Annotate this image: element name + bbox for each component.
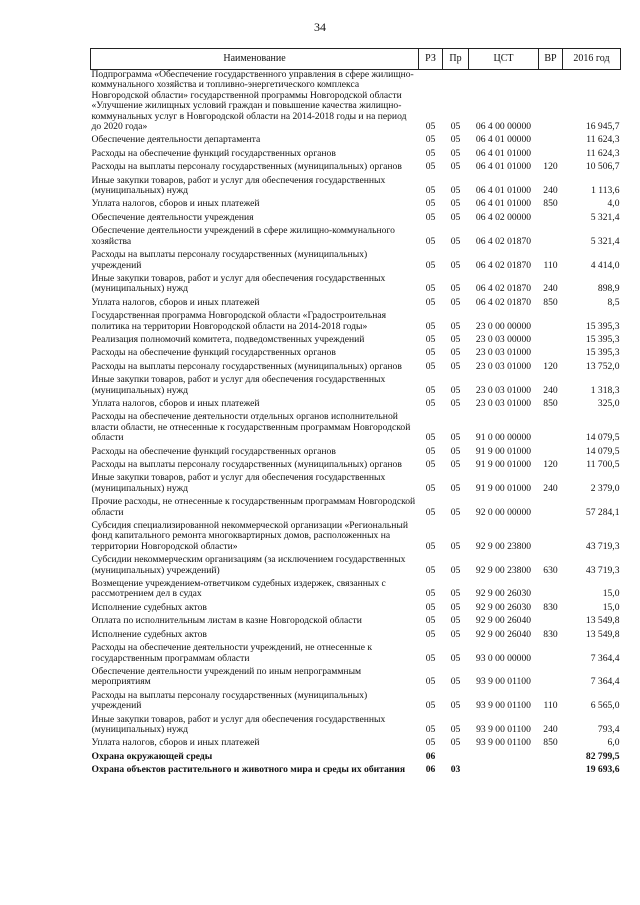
row-name: Уплата налогов, сборов и иных платежей — [91, 296, 260, 308]
row-pr: 05 — [450, 601, 461, 613]
row-rz: 05 — [425, 588, 436, 600]
row-amount: 6 565,0 — [590, 700, 620, 712]
table-row — [91, 447, 621, 460]
row-name: Обеспечение деятельности учреждений в сфере жилищно-коммунального хозяйства — [91, 225, 395, 247]
row-pr: 05 — [450, 615, 461, 627]
table-row — [91, 497, 621, 521]
row-pr: 05 — [450, 459, 461, 470]
row-rz: 05 — [425, 333, 436, 345]
table-row — [91, 348, 621, 361]
row-cst: 23 0 03 01000 — [475, 360, 532, 372]
header-year: 2016 год — [563, 49, 621, 70]
row-pr: 05 — [450, 333, 461, 345]
row-rz: 05 — [425, 283, 436, 295]
row-name: Субсидия специализированной некоммерческой организации «Региональный фонд капитального ремонта многоквартирных домов, расположенных на территории Новгородской области» — [91, 520, 408, 552]
row-cst: 23 0 03 00000 — [475, 333, 532, 345]
row-rz: 05 — [425, 320, 436, 332]
row-name: Обеспечение деятельности учреждений по иным непрограммным мероприятиям — [91, 665, 362, 688]
header-cst: ЦСТ — [469, 49, 539, 70]
row-cst: 23 0 03 01000 — [475, 397, 532, 409]
table-row — [91, 555, 621, 579]
table-row — [91, 362, 621, 375]
row-cst: 23 0 03 01000 — [475, 384, 532, 396]
row-rz: 05 — [425, 432, 436, 444]
header-rz: РЗ — [419, 49, 443, 70]
row-amount: 5 321,4 — [590, 235, 620, 247]
row-cst: 06 4 01 01000 — [475, 185, 532, 197]
row-pr: 05 — [450, 652, 461, 664]
row-pr: 05 — [450, 296, 461, 308]
row-name: Расходы на обеспечение функций государственных органов — [91, 445, 336, 457]
row-pr: 05 — [450, 235, 461, 247]
row-rz: 05 — [425, 235, 436, 247]
row-cst: 93 9 00 01100 — [476, 723, 531, 735]
row-pr: 05 — [450, 700, 461, 712]
row-cst: 92 9 00 26040 — [475, 628, 532, 640]
row-vr — [539, 497, 563, 521]
row-rz: 05 — [425, 564, 436, 576]
row-vr: 630 — [543, 564, 558, 576]
row-cst: 92 9 00 23800 — [475, 564, 532, 576]
row-cst — [469, 752, 539, 765]
row-amount: 57 284,1 — [585, 506, 620, 518]
row-name: Уплата налогов, сборов и иных платежей — [91, 198, 260, 210]
row-name: Расходы на выплаты персоналу государственных (муниципальных) учреждений — [91, 249, 368, 271]
row-name: Обеспечение деятельности учреждения — [91, 211, 254, 223]
row-rz: 05 — [425, 347, 436, 359]
header-name: Наименование — [91, 49, 419, 70]
table-row — [91, 213, 621, 226]
row-rz: 05 — [425, 360, 436, 372]
row-amount: 4,0 — [607, 198, 620, 210]
row-name: Расходы на выплаты персоналу государственных (муниципальных) органов — [91, 459, 402, 470]
row-rz: 05 — [425, 723, 436, 735]
table-row — [91, 335, 621, 348]
row-rz: 05 — [425, 652, 436, 664]
row-amount: 13 549,8 — [585, 628, 620, 640]
row-vr — [539, 135, 563, 148]
table-header-row — [91, 49, 621, 70]
row-amount: 15,0 — [602, 588, 620, 600]
row-vr — [539, 765, 563, 778]
table-row — [91, 311, 621, 335]
row-pr: 05 — [450, 185, 461, 197]
budget-table — [90, 48, 621, 779]
row-name: Уплата налогов, сборов и иных платежей — [91, 397, 260, 409]
table-row — [91, 473, 621, 497]
row-vr: 120 — [543, 161, 558, 173]
row-name: Расходы на обеспечение функций государственных органов — [91, 347, 336, 359]
row-cst: 23 0 00 00000 — [475, 320, 532, 332]
row-name: Расходы на выплаты персоналу государственных (муниципальных) органов — [91, 161, 402, 173]
row-vr — [539, 752, 563, 765]
row-vr — [539, 311, 563, 335]
row-rz: 05 — [425, 482, 436, 494]
row-rz: 05 — [425, 615, 436, 627]
row-pr: 05 — [450, 121, 461, 133]
row-cst: 06 4 01 01000 — [475, 198, 532, 210]
row-rz: 05 — [425, 147, 436, 159]
table-row — [91, 149, 621, 162]
row-vr: 240 — [543, 482, 558, 494]
table-row — [91, 630, 621, 643]
row-vr: 850 — [543, 737, 558, 749]
row-cst: 06 4 01 01000 — [475, 147, 532, 159]
row-amount: 1 113,6 — [591, 185, 620, 197]
row-name: Исполнение судебных актов — [91, 601, 207, 613]
row-pr: 05 — [450, 676, 461, 688]
row-name: Расходы на обеспечение деятельности отдельных органов исполнительной власти области, не отнесенные к государственным программам Новгородской области — [91, 411, 411, 444]
table-row — [91, 667, 621, 691]
row-rz: 05 — [425, 676, 436, 688]
row-amount: 15 395,3 — [585, 333, 620, 345]
row-name: Оплата по исполнительным листам в казне Новгородской области — [91, 615, 362, 627]
row-rz: 05 — [425, 506, 436, 518]
row-name: Государственная программа Новгородской области «Градостроительная политика на территории Новгородской области на 2014-2018 годы» — [91, 310, 387, 332]
row-pr: 05 — [450, 198, 461, 210]
row-vr — [539, 412, 563, 446]
row-vr — [539, 348, 563, 361]
row-rz: 05 — [425, 397, 436, 409]
table-row — [91, 603, 621, 616]
row-amount: 11 624,3 — [586, 147, 620, 159]
row-name: Возмещение учреждением-ответчиком судебных издержек, связанных с рассмотрением дел в судах — [91, 578, 386, 600]
row-rz: 05 — [425, 700, 436, 712]
row-name: Иные закупки товаров, работ и услуг для обеспечения государственных (муниципальных) нужд — [91, 374, 386, 396]
table-row — [91, 579, 621, 603]
row-amount: 82 799,5 — [585, 750, 620, 762]
row-pr: 05 — [450, 482, 461, 494]
row-rz: 05 — [425, 211, 436, 223]
row-vr — [539, 447, 563, 460]
row-rz: 05 — [425, 185, 436, 197]
row-pr: 05 — [450, 737, 461, 749]
row-amount: 43 719,3 — [585, 564, 620, 576]
table-row — [91, 715, 621, 739]
row-vr — [539, 226, 563, 250]
table-row — [91, 399, 621, 412]
row-name: Субсидии некоммерческим организациям (за исключением государственных (муниципальных) учреждений) — [91, 554, 406, 576]
row-pr: 05 — [450, 506, 461, 518]
row-cst: 06 4 02 00000 — [475, 211, 532, 223]
row-cst: 23 0 03 01000 — [475, 347, 532, 359]
row-pr: 05 — [450, 432, 461, 444]
row-amount: 2 379,0 — [590, 482, 620, 494]
row-pr: 05 — [450, 147, 461, 159]
row-amount: 19 693,6 — [585, 764, 620, 776]
row-rz: 05 — [425, 259, 436, 271]
row-name: Иные закупки товаров, работ и услуг для обеспечения государственных (муниципальных) нужд — [91, 472, 386, 494]
row-rz: 05 — [425, 601, 436, 613]
table-row — [91, 70, 621, 136]
row-rz: 05 — [425, 459, 436, 470]
row-amount: 325,0 — [597, 397, 620, 409]
row-pr: 05 — [450, 628, 461, 640]
header-vr: ВР — [539, 49, 563, 70]
row-vr: 830 — [543, 628, 558, 640]
row-pr: 05 — [450, 211, 461, 223]
page-number: 34 — [314, 20, 326, 34]
row-vr: 240 — [543, 185, 558, 197]
row-pr: 05 — [450, 445, 461, 457]
row-vr: 850 — [543, 397, 558, 409]
table-row — [91, 643, 621, 667]
row-pr: 05 — [450, 540, 461, 552]
row-vr — [539, 213, 563, 226]
row-cst: 91 9 00 01000 — [475, 445, 532, 457]
row-amount: 7 364,4 — [590, 676, 620, 688]
table-row — [91, 176, 621, 200]
row-pr: 05 — [450, 161, 461, 173]
row-pr: 05 — [450, 564, 461, 576]
row-amount: 15 395,3 — [585, 320, 620, 332]
row-rz: 06 — [425, 750, 436, 762]
table-row — [91, 135, 621, 148]
row-vr — [539, 579, 563, 603]
table-row — [91, 199, 621, 212]
row-name: Иные закупки товаров, работ и услуг для обеспечения государственных (муниципальных) нужд — [91, 174, 386, 197]
row-cst: 91 9 00 01000 — [475, 482, 532, 494]
row-name: Расходы на обеспечение деятельности учреждений, не отнесенные к государственным программам области — [91, 642, 373, 664]
row-amount: 8,5 — [607, 296, 620, 308]
row-vr: 110 — [543, 700, 558, 712]
row-vr: 240 — [543, 723, 558, 735]
row-amount: 43 719,3 — [585, 540, 620, 552]
row-cst: 06 4 02 01870 — [475, 283, 532, 295]
row-rz: 05 — [425, 445, 436, 457]
table-row — [91, 616, 621, 629]
table-row — [91, 765, 621, 778]
row-amount: 898,9 — [597, 283, 620, 295]
row-pr: 03 — [450, 764, 461, 776]
row-pr: 05 — [450, 397, 461, 409]
row-pr: 05 — [450, 723, 461, 735]
row-rz: 05 — [425, 161, 436, 173]
row-vr — [539, 335, 563, 348]
row-pr: 05 — [450, 588, 461, 600]
row-cst: 93 9 00 01100 — [476, 700, 531, 712]
row-cst: 92 9 00 26030 — [475, 588, 532, 600]
row-amount: 14 079,5 — [585, 445, 620, 457]
row-amount: 4 414,0 — [590, 259, 620, 271]
row-pr: 05 — [450, 347, 461, 359]
table-row — [91, 274, 621, 298]
row-cst: 92 9 00 23800 — [475, 540, 532, 552]
row-vr: 850 — [543, 296, 558, 308]
row-cst: 93 9 00 01100 — [476, 676, 531, 688]
row-amount: 14 079,5 — [585, 432, 620, 444]
table-row — [91, 226, 621, 250]
row-rz: 05 — [425, 296, 436, 308]
row-cst: 92 9 00 26040 — [475, 615, 532, 627]
row-amount: 6,0 — [607, 737, 620, 749]
row-name: Иные закупки товаров, работ и услуг для обеспечения государственных (муниципальных) нужд — [91, 272, 386, 295]
row-amount: 1 318,3 — [590, 384, 620, 396]
row-pr: 05 — [450, 320, 461, 332]
row-pr: 05 — [450, 384, 461, 396]
row-name: Охрана объектов растительного и животного мира и среды их обитания — [91, 764, 406, 776]
row-rz: 05 — [425, 121, 436, 133]
row-name: Исполнение судебных актов — [91, 628, 207, 640]
table-row — [91, 298, 621, 311]
row-cst: 06 4 01 01000 — [475, 161, 532, 173]
row-vr: 120 — [543, 459, 558, 470]
row-name: Уплата налогов, сборов и иных платежей — [91, 737, 260, 749]
row-pr — [443, 752, 469, 765]
row-name: Охрана окружающей среды — [91, 750, 213, 762]
row-pr: 05 — [450, 259, 461, 271]
row-amount: 13 549,8 — [585, 615, 620, 627]
table-row — [91, 412, 621, 446]
row-amount: 5 321,4 — [590, 211, 620, 223]
row-cst: 91 9 00 01000 — [475, 459, 532, 470]
table-row — [91, 162, 621, 175]
row-cst: 92 0 00 00000 — [475, 506, 532, 518]
row-amount: 15,0 — [602, 601, 620, 613]
row-cst: 93 0 00 00000 — [475, 652, 532, 664]
row-rz: 05 — [425, 737, 436, 749]
row-rz: 05 — [425, 540, 436, 552]
table-row — [91, 738, 621, 751]
row-name: Прочие расходы, не отнесенные к государственным программам Новгородской области — [91, 496, 416, 518]
row-name: Иные закупки товаров, работ и услуг для обеспечения государственных (муниципальных) нужд — [91, 713, 386, 735]
table-row — [91, 460, 621, 473]
table-row — [91, 521, 621, 555]
row-cst: 06 4 02 01870 — [475, 296, 532, 308]
row-vr — [539, 667, 563, 691]
row-amount: 16 945,7 — [585, 121, 620, 133]
row-name: Расходы на выплаты персоналу государственных (муниципальных) органов — [91, 360, 402, 372]
row-name: Обеспечение деятельности департамента — [91, 134, 261, 146]
table-row — [91, 691, 621, 715]
row-vr — [539, 149, 563, 162]
table-row — [91, 375, 621, 399]
row-name: Расходы на обеспечение функций государственных органов — [91, 147, 336, 159]
row-pr: 05 — [450, 134, 461, 146]
table-row — [91, 250, 621, 274]
row-pr: 05 — [450, 360, 461, 372]
header-pr: Пр — [443, 49, 469, 70]
row-rz: 06 — [425, 764, 436, 776]
row-cst: 92 9 00 26030 — [475, 601, 532, 613]
row-amount: 11 700,5 — [586, 459, 620, 470]
table-row — [91, 752, 621, 765]
row-cst: 91 0 00 00000 — [475, 432, 532, 444]
row-vr: 110 — [543, 259, 558, 271]
row-pr: 05 — [450, 283, 461, 295]
row-amount: 15 395,3 — [585, 347, 620, 359]
row-amount: 7 364,4 — [590, 652, 620, 664]
row-vr — [539, 521, 563, 555]
row-rz: 05 — [425, 628, 436, 640]
row-vr: 850 — [543, 198, 558, 210]
row-amount: 13 752,0 — [585, 360, 620, 372]
row-rz: 05 — [425, 198, 436, 210]
row-rz: 05 — [425, 384, 436, 396]
row-vr: 240 — [543, 384, 558, 396]
row-cst: 06 4 01 00000 — [475, 134, 532, 146]
row-vr: 240 — [543, 283, 558, 295]
row-vr — [539, 643, 563, 667]
row-amount: 11 624,3 — [586, 134, 620, 146]
row-name: Расходы на выплаты персоналу государственных (муниципальных) учреждений — [91, 689, 368, 712]
row-amount: 793,4 — [597, 723, 620, 735]
row-vr: 830 — [543, 601, 558, 613]
row-cst — [469, 765, 539, 778]
row-cst: 06 4 02 01870 — [475, 259, 532, 271]
row-vr: 120 — [543, 360, 558, 372]
row-name: Реализация полномочий комитета, подведомственных учреждений — [91, 333, 365, 345]
row-vr — [539, 616, 563, 629]
row-name: Подпрограмма «Обеспечение государственного управления в сфере жилищно-коммунального хозяйства и топливно-энергетического комплекса Новгородской области» государственной программы Новгородской области «Улучшение жилищных условий граждан и повышение качества жилищно-коммунальных услуг в Новгородской области на 2014-2018 годы и на период до 2020 года» — [91, 69, 414, 133]
row-rz: 05 — [425, 134, 436, 146]
row-cst: 06 4 00 00000 — [475, 121, 532, 133]
row-cst: 06 4 02 01870 — [475, 235, 532, 247]
row-vr — [539, 70, 563, 136]
row-amount: 10 506,7 — [585, 161, 620, 173]
row-cst: 93 9 00 01100 — [476, 737, 531, 749]
